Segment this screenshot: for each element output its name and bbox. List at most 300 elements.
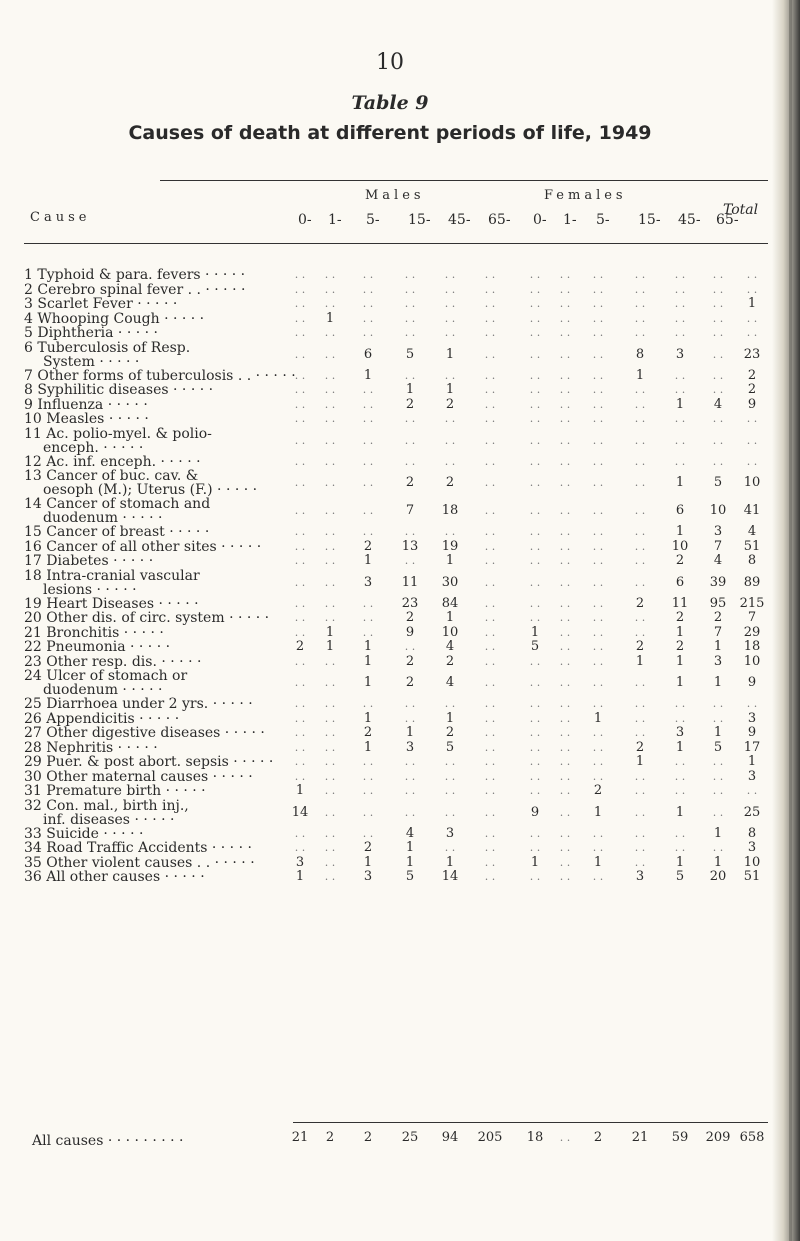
female-cell-18-1: . . bbox=[559, 575, 571, 589]
female-cell-3-3: . . bbox=[634, 297, 646, 310]
male-cell-22-1: 1 bbox=[325, 639, 335, 654]
female-cell-33-4: . . bbox=[674, 826, 686, 840]
male-cell-17-0: . . bbox=[294, 554, 306, 567]
female-cell-29-0: . . bbox=[529, 755, 541, 768]
totals-female-1: . . bbox=[559, 1131, 571, 1144]
male-cell-30-4: . . bbox=[444, 769, 456, 783]
male-cell-20-1: . . bbox=[324, 611, 336, 624]
female-cell-20-0: . . bbox=[529, 611, 541, 624]
male-cell-12-4: . . bbox=[444, 454, 456, 468]
male-cell-21-0: . . bbox=[294, 625, 306, 639]
cause-header: Cause bbox=[30, 210, 91, 225]
male-cell-32-4: . . bbox=[444, 805, 456, 819]
cause-label-6: 6 Tuberculosis of Resp. bbox=[24, 339, 191, 356]
male-cell-8-0: . . bbox=[294, 383, 306, 396]
female-cell-12-3: . . bbox=[634, 454, 646, 468]
male-cell-5-2: . . bbox=[362, 326, 374, 339]
female-cell-13-4: 1 bbox=[675, 475, 685, 490]
cause-label-cont-32: inf. diseases · · · · · bbox=[43, 811, 175, 828]
female-cell-19-5: 95 bbox=[709, 595, 727, 611]
female-cell-10-0: . . bbox=[529, 412, 541, 425]
female-cell-23-4: 1 bbox=[675, 653, 685, 669]
male-cell-17-5: . . bbox=[484, 554, 496, 567]
cause-label-10: 10 Measles · · · · · bbox=[24, 411, 149, 427]
female-cell-19-2: . . bbox=[592, 596, 604, 610]
male-cell-35-0: 3 bbox=[295, 854, 305, 870]
female-cell-28-2: . . bbox=[592, 740, 604, 754]
female-cell-1-1: . . bbox=[559, 268, 571, 281]
male-cell-11-0: . . bbox=[294, 433, 306, 447]
male-cell-23-1: . . bbox=[324, 654, 336, 668]
female-cell-3-1: . . bbox=[559, 297, 571, 310]
female-cell-25-5: . . bbox=[712, 697, 724, 710]
male-cell-15-3: . . bbox=[404, 525, 416, 538]
female-cell-22-5: 1 bbox=[713, 639, 723, 654]
male-cell-6-0: . . bbox=[294, 347, 306, 361]
female-cell-27-4: 3 bbox=[675, 725, 685, 740]
female-cell-11-4: . . bbox=[674, 433, 686, 447]
female-cell-4-0: . . bbox=[529, 311, 541, 325]
female-cell-4-4: . . bbox=[674, 311, 686, 325]
female-cell-31-1: . . bbox=[559, 784, 571, 797]
male-cell-1-3: . . bbox=[404, 268, 416, 281]
male-cell-24-4: 4 bbox=[445, 675, 455, 690]
female-cell-5-4: . . bbox=[674, 326, 686, 339]
page-edge-shadow bbox=[772, 0, 800, 1241]
female-cell-2-0: . . bbox=[529, 282, 541, 296]
male-cell-26-5: . . bbox=[484, 711, 496, 725]
male-cell-2-3: . . bbox=[404, 282, 416, 296]
male-cell-15-4: . . bbox=[444, 525, 456, 538]
female-cell-24-5: 1 bbox=[713, 675, 723, 690]
female-cell-35-1: . . bbox=[559, 855, 571, 869]
total-cell-21: 29 bbox=[743, 624, 761, 640]
male-cell-10-5: . . bbox=[484, 412, 496, 425]
male-cell-8-3: 1 bbox=[405, 382, 415, 397]
female-cell-2-1: . . bbox=[559, 282, 571, 296]
female-cell-20-4: 2 bbox=[675, 610, 685, 625]
female-cell-6-3: 8 bbox=[635, 346, 645, 362]
male-cell-24-3: 2 bbox=[405, 675, 415, 690]
male-cell-25-1: . . bbox=[324, 697, 336, 710]
female-cell-35-2: 1 bbox=[593, 854, 603, 870]
female-cell-24-2: . . bbox=[592, 676, 604, 689]
total-cell-17: 8 bbox=[747, 553, 757, 568]
cause-label-1: 1 Typhoid & para. fevers · · · · · bbox=[24, 267, 246, 283]
female-cell-4-2: . . bbox=[592, 311, 604, 325]
female-cell-28-5: 5 bbox=[713, 739, 723, 755]
cause-label-16: 16 Cancer of all other sites · · · · · bbox=[24, 538, 262, 555]
female-cell-9-3: . . bbox=[634, 397, 646, 411]
male-cell-4-1: 1 bbox=[325, 310, 335, 326]
male-cell-13-1: . . bbox=[324, 476, 336, 489]
female-cell-7-4: . . bbox=[674, 368, 686, 382]
cause-label-14: 14 Cancer of stomach and bbox=[24, 496, 211, 512]
male-cell-33-3: 4 bbox=[405, 825, 415, 841]
total-cell-12: . . bbox=[746, 454, 758, 468]
female-cell-9-2: . . bbox=[592, 397, 604, 411]
female-cell-33-5: 1 bbox=[713, 825, 723, 841]
males-age-header-2: 5- bbox=[366, 212, 380, 228]
female-cell-36-1: . . bbox=[559, 870, 571, 883]
male-cell-14-2: . . bbox=[362, 504, 374, 517]
female-cell-19-3: 2 bbox=[635, 595, 645, 611]
male-cell-21-2: . . bbox=[362, 625, 374, 639]
female-cell-2-2: . . bbox=[592, 282, 604, 296]
female-cell-34-5: . . bbox=[712, 841, 724, 854]
female-cell-5-3: . . bbox=[634, 326, 646, 339]
female-cell-8-5: . . bbox=[712, 383, 724, 396]
male-cell-12-0: . . bbox=[294, 454, 306, 468]
totals-male-1: 2 bbox=[325, 1130, 335, 1145]
female-cell-30-2: . . bbox=[592, 769, 604, 783]
female-cell-36-3: 3 bbox=[635, 869, 645, 884]
female-cell-25-1: . . bbox=[559, 697, 571, 710]
male-cell-25-2: . . bbox=[362, 697, 374, 710]
female-cell-22-2: . . bbox=[592, 640, 604, 653]
female-cell-3-0: . . bbox=[529, 297, 541, 310]
male-cell-4-5: . . bbox=[484, 311, 496, 325]
female-cell-27-0: . . bbox=[529, 726, 541, 739]
male-cell-1-0: . . bbox=[294, 268, 306, 281]
female-cell-32-1: . . bbox=[559, 805, 571, 819]
total-cell-31: . . bbox=[746, 784, 758, 797]
female-cell-1-3: . . bbox=[634, 268, 646, 281]
cause-label-34: 34 Road Traffic Accidents · · · · · bbox=[24, 840, 252, 856]
female-cell-5-5: . . bbox=[712, 326, 724, 339]
female-cell-27-5: 1 bbox=[713, 725, 723, 740]
female-cell-15-2: . . bbox=[592, 525, 604, 538]
total-cell-16: 51 bbox=[743, 538, 761, 554]
male-cell-24-0: . . bbox=[294, 676, 306, 689]
female-cell-12-2: . . bbox=[592, 454, 604, 468]
female-cell-17-2: . . bbox=[592, 554, 604, 567]
male-cell-10-1: . . bbox=[324, 412, 336, 425]
female-cell-19-1: . . bbox=[559, 596, 571, 610]
female-cell-7-3: 1 bbox=[635, 367, 645, 383]
cause-label-cont-14: duodenum · · · · · bbox=[43, 510, 163, 526]
cause-label-11: 11 Ac. polio-myel. & polio- bbox=[24, 425, 212, 442]
females-age-header-5: 65- bbox=[716, 212, 739, 228]
female-cell-28-3: 2 bbox=[635, 739, 645, 755]
male-cell-5-5: . . bbox=[484, 326, 496, 339]
totals-male-4: 94 bbox=[441, 1130, 459, 1145]
male-cell-28-4: 5 bbox=[445, 739, 455, 755]
male-cell-5-4: . . bbox=[444, 326, 456, 339]
female-cell-6-5: . . bbox=[712, 347, 724, 361]
female-cell-2-5: . . bbox=[712, 282, 724, 296]
cause-label-12: 12 Ac. inf. enceph. · · · · · bbox=[24, 453, 201, 470]
female-cell-23-3: 1 bbox=[635, 653, 645, 669]
female-cell-28-1: . . bbox=[559, 740, 571, 754]
total-cell-18: 89 bbox=[743, 574, 761, 590]
total-cell-10: . . bbox=[746, 412, 758, 425]
male-cell-5-1: . . bbox=[324, 326, 336, 339]
male-cell-2-2: . . bbox=[362, 282, 374, 296]
male-cell-34-5: . . bbox=[484, 841, 496, 854]
male-cell-11-2: . . bbox=[362, 433, 374, 447]
female-cell-22-3: 2 bbox=[635, 639, 645, 654]
total-cell-4: . . bbox=[746, 311, 758, 325]
male-cell-14-3: 7 bbox=[405, 503, 415, 518]
cause-label-13: 13 Cancer of buc. cav. & bbox=[24, 468, 199, 484]
female-cell-10-3: . . bbox=[634, 412, 646, 425]
cause-label-28: 28 Nephritis · · · · · bbox=[24, 739, 158, 756]
male-cell-17-3: . . bbox=[404, 554, 416, 567]
male-cell-32-0: 14 bbox=[291, 804, 309, 820]
male-cell-36-5: . . bbox=[484, 870, 496, 883]
male-cell-27-0: . . bbox=[294, 726, 306, 739]
total-cell-27: 9 bbox=[747, 725, 757, 740]
male-cell-6-5: . . bbox=[484, 347, 496, 361]
males-header: Males bbox=[365, 188, 425, 203]
female-cell-1-0: . . bbox=[529, 268, 541, 281]
female-cell-22-1: . . bbox=[559, 640, 571, 653]
female-cell-10-2: . . bbox=[592, 412, 604, 425]
male-cell-25-0: . . bbox=[294, 697, 306, 710]
female-cell-35-0: 1 bbox=[530, 854, 540, 870]
page-edge-line bbox=[789, 0, 792, 1241]
male-cell-13-0: . . bbox=[294, 476, 306, 489]
male-cell-27-1: . . bbox=[324, 726, 336, 739]
male-cell-13-2: . . bbox=[362, 476, 374, 489]
female-cell-17-4: 2 bbox=[675, 553, 685, 568]
cause-label-17: 17 Diabetes · · · · · bbox=[24, 553, 154, 569]
female-cell-22-0: 5 bbox=[530, 639, 540, 654]
male-cell-31-4: . . bbox=[444, 784, 456, 797]
female-cell-23-1: . . bbox=[559, 654, 571, 668]
male-cell-12-2: . . bbox=[362, 454, 374, 468]
female-cell-3-2: . . bbox=[592, 297, 604, 310]
male-cell-19-2: . . bbox=[362, 596, 374, 610]
female-cell-25-4: . . bbox=[674, 697, 686, 710]
totals-female-5: 209 bbox=[705, 1130, 731, 1145]
cause-label-27: 27 Other digestive diseases · · · · · bbox=[24, 725, 265, 741]
female-cell-15-1: . . bbox=[559, 525, 571, 538]
male-cell-15-0: . . bbox=[294, 525, 306, 538]
cause-label-36: 36 All other causes · · · · · bbox=[24, 869, 205, 885]
male-cell-2-1: . . bbox=[324, 282, 336, 296]
male-cell-34-4: . . bbox=[444, 841, 456, 854]
male-cell-21-1: 1 bbox=[325, 624, 335, 640]
male-cell-7-3: . . bbox=[404, 368, 416, 382]
male-cell-27-3: 1 bbox=[405, 725, 415, 740]
male-cell-24-5: . . bbox=[484, 676, 496, 689]
female-cell-34-1: . . bbox=[559, 841, 571, 854]
cause-label-25: 25 Diarrhoea under 2 yrs. · · · · · bbox=[24, 696, 253, 712]
female-cell-4-5: . . bbox=[712, 311, 724, 325]
female-cell-15-3: . . bbox=[634, 525, 646, 538]
total-cell-19: 215 bbox=[739, 595, 765, 611]
male-cell-18-5: . . bbox=[484, 575, 496, 589]
female-cell-23-2: . . bbox=[592, 654, 604, 668]
male-cell-3-5: . . bbox=[484, 297, 496, 310]
male-cell-1-5: . . bbox=[484, 268, 496, 281]
female-cell-31-4: . . bbox=[674, 784, 686, 797]
female-cell-20-2: . . bbox=[592, 611, 604, 624]
female-cell-31-2: 2 bbox=[593, 783, 603, 798]
male-cell-26-2: 1 bbox=[363, 710, 373, 726]
male-cell-11-4: . . bbox=[444, 433, 456, 447]
female-cell-32-5: . . bbox=[712, 805, 724, 819]
female-cell-30-4: . . bbox=[674, 769, 686, 783]
male-cell-23-4: 2 bbox=[445, 653, 455, 669]
females-age-header-0: 0- bbox=[533, 212, 547, 228]
totals-label-dots: · · · · · · · · · bbox=[107, 1133, 184, 1149]
male-cell-19-1: . . bbox=[324, 596, 336, 610]
cause-label-cont-6: System · · · · · bbox=[43, 353, 140, 370]
total-cell-26: 3 bbox=[747, 710, 757, 726]
female-cell-11-5: . . bbox=[712, 433, 724, 447]
male-cell-14-0: . . bbox=[294, 504, 306, 517]
male-cell-33-0: . . bbox=[294, 826, 306, 840]
male-cell-34-2: 2 bbox=[363, 840, 373, 855]
male-cell-26-0: . . bbox=[294, 711, 306, 725]
female-cell-35-3: . . bbox=[634, 855, 646, 869]
female-cell-30-3: . . bbox=[634, 769, 646, 783]
male-cell-33-2: . . bbox=[362, 826, 374, 840]
cause-label-20: 20 Other dis. of circ. system · · · · · bbox=[24, 610, 270, 626]
male-cell-19-4: 84 bbox=[441, 595, 459, 611]
female-cell-17-1: . . bbox=[559, 554, 571, 567]
cause-label-8: 8 Syphilitic diseases · · · · · bbox=[24, 382, 214, 398]
female-cell-16-0: . . bbox=[529, 539, 541, 553]
male-cell-7-0: . . bbox=[294, 368, 306, 382]
totals-grand: 658 bbox=[739, 1130, 765, 1145]
male-cell-14-4: 18 bbox=[441, 503, 459, 518]
male-cell-15-1: . . bbox=[324, 525, 336, 538]
cause-label-19: 19 Heart Diseases · · · · · bbox=[24, 595, 199, 612]
female-cell-14-0: . . bbox=[529, 504, 541, 517]
male-cell-11-1: . . bbox=[324, 433, 336, 447]
cause-label-cont-13: oesoph (M.); Uterus (F.) · · · · · bbox=[43, 482, 258, 498]
total-cell-7: 2 bbox=[747, 367, 757, 383]
male-cell-6-4: 1 bbox=[445, 346, 455, 362]
male-cell-26-3: . . bbox=[404, 711, 416, 725]
male-cell-3-1: . . bbox=[324, 297, 336, 310]
male-cell-23-0: . . bbox=[294, 654, 306, 668]
female-cell-8-1: . . bbox=[559, 383, 571, 396]
male-cell-16-0: . . bbox=[294, 539, 306, 553]
cause-label-9: 9 Influenza · · · · · bbox=[24, 396, 148, 413]
male-cell-31-1: . . bbox=[324, 784, 336, 797]
female-cell-24-0: . . bbox=[529, 676, 541, 689]
female-cell-18-2: . . bbox=[592, 575, 604, 589]
totals-male-2: 2 bbox=[363, 1130, 373, 1145]
male-cell-11-5: . . bbox=[484, 433, 496, 447]
female-cell-28-4: 1 bbox=[675, 739, 685, 755]
male-cell-8-1: . . bbox=[324, 383, 336, 396]
male-cell-33-1: . . bbox=[324, 826, 336, 840]
male-cell-18-3: 11 bbox=[401, 574, 419, 590]
male-cell-21-5: . . bbox=[484, 625, 496, 639]
female-cell-2-3: . . bbox=[634, 282, 646, 296]
female-cell-12-1: . . bbox=[559, 454, 571, 468]
female-cell-20-3: . . bbox=[634, 611, 646, 624]
male-cell-26-1: . . bbox=[324, 711, 336, 725]
female-cell-8-2: . . bbox=[592, 383, 604, 396]
female-cell-14-4: 6 bbox=[675, 503, 685, 518]
male-cell-10-0: . . bbox=[294, 412, 306, 425]
female-cell-26-0: . . bbox=[529, 711, 541, 725]
female-cell-15-0: . . bbox=[529, 525, 541, 538]
cause-label-4: 4 Whooping Cough · · · · · bbox=[24, 310, 205, 327]
female-cell-17-0: . . bbox=[529, 554, 541, 567]
cause-label-cont-24: duodenum · · · · · bbox=[43, 682, 163, 698]
female-cell-25-3: . . bbox=[634, 697, 646, 710]
male-cell-29-0: . . bbox=[294, 755, 306, 768]
header-top-rule bbox=[160, 180, 768, 181]
male-cell-12-1: . . bbox=[324, 454, 336, 468]
female-cell-23-0: . . bbox=[529, 654, 541, 668]
female-cell-33-3: . . bbox=[634, 826, 646, 840]
total-cell-13: 10 bbox=[743, 475, 761, 490]
cause-label-24: 24 Ulcer of stomach or bbox=[24, 668, 188, 684]
female-cell-8-3: . . bbox=[634, 383, 646, 396]
male-cell-28-1: . . bbox=[324, 740, 336, 754]
male-cell-29-4: . . bbox=[444, 755, 456, 768]
cause-label-31: 31 Premature birth · · · · · bbox=[24, 783, 206, 799]
females-age-header-2: 5- bbox=[596, 212, 610, 228]
male-cell-16-5: . . bbox=[484, 539, 496, 553]
male-cell-22-0: 2 bbox=[295, 639, 305, 654]
female-cell-33-1: . . bbox=[559, 826, 571, 840]
total-cell-29: 1 bbox=[747, 754, 757, 769]
total-cell-20: 7 bbox=[747, 610, 757, 625]
female-cell-29-4: . . bbox=[674, 755, 686, 768]
male-cell-3-0: . . bbox=[294, 297, 306, 310]
female-cell-5-0: . . bbox=[529, 326, 541, 339]
male-cell-36-0: 1 bbox=[295, 869, 305, 884]
female-cell-14-3: . . bbox=[634, 504, 646, 517]
cause-label-2: 2 Cerebro spinal fever . . · · · · · bbox=[24, 281, 246, 298]
male-cell-15-2: . . bbox=[362, 525, 374, 538]
male-cell-10-2: . . bbox=[362, 412, 374, 425]
male-cell-16-2: 2 bbox=[363, 538, 373, 554]
female-cell-2-4: . . bbox=[674, 282, 686, 296]
female-cell-8-0: . . bbox=[529, 383, 541, 396]
male-cell-32-1: . . bbox=[324, 805, 336, 819]
totals-female-0: 18 bbox=[526, 1130, 544, 1145]
male-cell-13-5: . . bbox=[484, 476, 496, 489]
male-cell-9-2: . . bbox=[362, 397, 374, 411]
totals-label bbox=[32, 1133, 183, 1149]
cause-label-35: 35 Other violent causes . . · · · · · bbox=[24, 854, 255, 871]
female-cell-24-4: 1 bbox=[675, 675, 685, 690]
total-cell-2: . . bbox=[746, 282, 758, 296]
male-cell-27-2: 2 bbox=[363, 725, 373, 740]
total-cell-22: 18 bbox=[743, 639, 761, 654]
female-cell-21-0: 1 bbox=[530, 624, 540, 640]
male-cell-34-0: . . bbox=[294, 841, 306, 854]
male-cell-24-1: . . bbox=[324, 676, 336, 689]
female-cell-15-4: 1 bbox=[675, 524, 685, 539]
female-cell-34-4: . . bbox=[674, 841, 686, 854]
total-cell-34: 3 bbox=[747, 840, 757, 855]
male-cell-27-5: . . bbox=[484, 726, 496, 739]
female-cell-29-1: . . bbox=[559, 755, 571, 768]
female-cell-26-3: . . bbox=[634, 711, 646, 725]
totals-female-3: 21 bbox=[631, 1130, 649, 1145]
female-cell-13-1: . . bbox=[559, 476, 571, 489]
female-cell-16-2: . . bbox=[592, 539, 604, 553]
male-cell-22-5: . . bbox=[484, 640, 496, 653]
female-cell-26-1: . . bbox=[559, 711, 571, 725]
male-cell-16-3: 13 bbox=[401, 538, 419, 554]
females-age-header-3: 15- bbox=[638, 212, 661, 228]
male-cell-31-5: . . bbox=[484, 784, 496, 797]
female-cell-25-2: . . bbox=[592, 697, 604, 710]
